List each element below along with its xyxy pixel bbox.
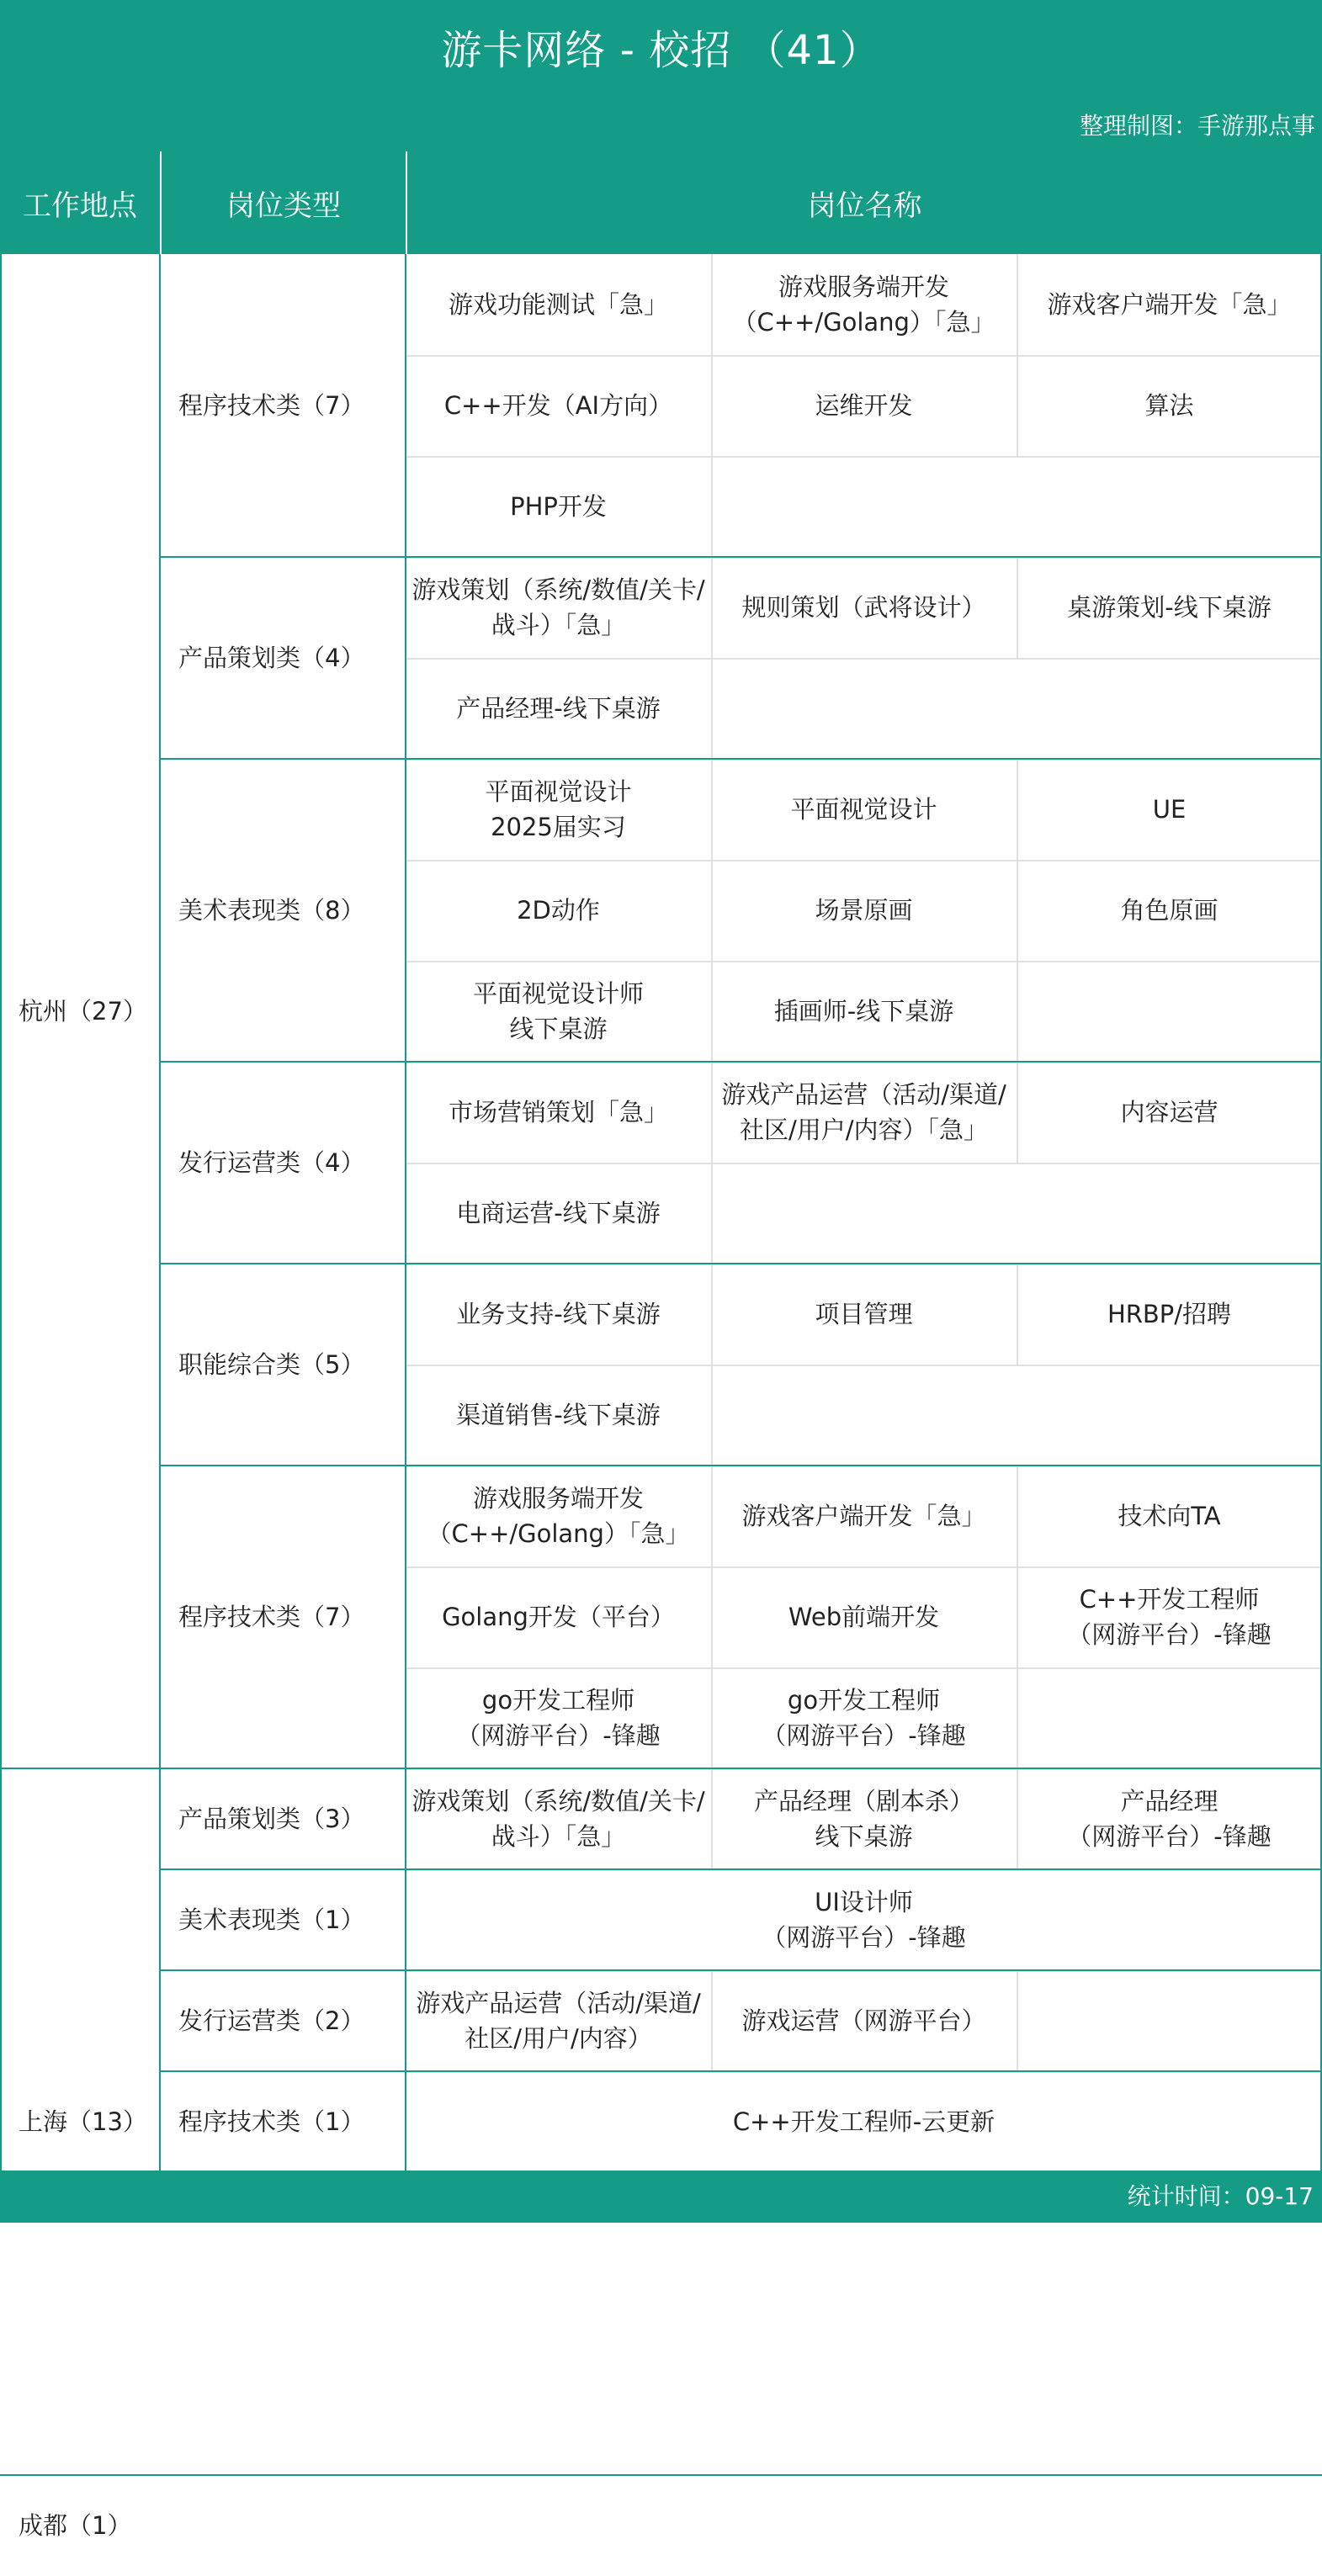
job-cell: Golang开发（平台）: [442, 1603, 675, 1631]
job-cell: 电商运营-线下桌游: [456, 1199, 661, 1227]
job-cell: 运维开发: [815, 391, 913, 420]
job-cell: go开发工程师 （网游平台）-锋趣: [762, 1686, 966, 1750]
job-cell: 平面视觉设计: [790, 795, 937, 824]
category-cell: 发行运营类（2）: [178, 2006, 365, 2035]
column-divider: [159, 254, 161, 2172]
job-cell: 市场营销策划「急」: [448, 1098, 668, 1126]
job-cell: C++开发工程师-云更新: [732, 2107, 995, 2136]
grid-col-line: [711, 658, 713, 759]
category-cell: 职能综合类（5）: [178, 1350, 365, 1379]
job-cell: 游戏客户端开发「急」: [1047, 290, 1292, 319]
job-cell: 桌游策划-线下桌游: [1067, 593, 1272, 622]
job-cell: PHP开发: [510, 492, 607, 521]
job-cell: UE: [1152, 795, 1187, 824]
category-cell: 产品策划类（3）: [178, 1805, 365, 1833]
job-cell: 游戏服务端开发 （C++/Golang）「急」: [732, 273, 995, 337]
job-cell: 产品经理 （网游平台）-锋趣: [1067, 1787, 1272, 1851]
job-cell: 算法: [1144, 391, 1194, 420]
job-cell: HRBP/招聘: [1107, 1300, 1232, 1328]
location-cell: 成都（1）: [19, 2511, 132, 2540]
location-cell: 杭州（27）: [19, 997, 147, 1026]
grid-col-line: [1017, 1667, 1018, 1768]
footer-bar: [0, 2171, 1322, 2223]
job-cell: 游戏客户端开发「急」: [741, 1502, 986, 1530]
job-cell: 2D动作: [517, 896, 600, 925]
job-cell: 游戏产品运营（活动/渠道/ 社区/用户/内容）「急」: [721, 1080, 1006, 1144]
category-divider: [160, 1263, 1322, 1264]
category-divider: [160, 1969, 1322, 1971]
job-cell: 产品经理-线下桌游: [456, 694, 661, 723]
job-cell: 游戏运营（网游平台）: [741, 2006, 986, 2035]
page-title: 游卡网络 - 校招 （41）: [441, 27, 881, 74]
grid-col-line: [1017, 961, 1018, 1062]
category-divider: [160, 758, 1322, 760]
job-cell: 业务支持-线下桌游: [456, 1300, 661, 1328]
category-divider: [160, 2070, 1322, 2072]
job-cell: 产品经理（剧本杀） 线下桌游: [753, 1787, 974, 1851]
job-cell: 插画师-线下桌游: [773, 997, 954, 1026]
location-cell: 上海（13）: [19, 2107, 147, 2136]
category-cell: 程序技术类（7）: [178, 391, 365, 420]
grid-col-line: [711, 456, 713, 557]
job-cell: go开发工程师 （网游平台）-锋趣: [456, 1686, 661, 1750]
job-cell: 游戏功能测试「急」: [448, 290, 668, 319]
category-cell: 程序技术类（1）: [178, 2107, 365, 2136]
job-cell: C++开发（AI方向）: [443, 391, 673, 420]
column-header-location: 工作地点: [0, 151, 160, 254]
job-cell: 渠道销售-线下桌游: [456, 1401, 661, 1429]
grid-col-line: [711, 1163, 713, 1264]
job-cell: UI设计师 （网游平台）-锋趣: [762, 1888, 966, 1952]
job-cell: 技术向TA: [1118, 1502, 1221, 1530]
job-cell: 平面视觉设计师 线下桌游: [472, 979, 644, 1043]
credit-text: 整理制图：手游那点事: [1079, 112, 1315, 140]
category-divider: [160, 1868, 1322, 1870]
category-cell: 美术表现类（1）: [178, 1905, 365, 1934]
job-cell: 角色原画: [1120, 896, 1218, 925]
job-cell: 项目管理: [815, 1300, 913, 1328]
job-cell: C++开发工程师 （网游平台）-锋趣: [1067, 1585, 1272, 1649]
header-bar: [0, 0, 1322, 151]
column-header-category: 岗位类型: [160, 151, 406, 254]
job-cell: 游戏服务端开发 （C++/Golang）「急」: [427, 1484, 690, 1548]
job-cell: 内容运营: [1120, 1098, 1218, 1126]
job-cell: 游戏策划（系统/数值/关卡/ 战斗）「急」: [411, 1787, 705, 1851]
job-cell: 游戏产品运营（活动/渠道/ 社区/用户/内容）: [416, 1989, 701, 2053]
job-cell: 场景原画: [815, 896, 913, 925]
grid-col-line: [711, 1365, 713, 1466]
column-header-position: 岗位名称: [406, 151, 1322, 254]
column-divider: [405, 254, 406, 2172]
job-cell: 游戏策划（系统/数值/关卡/ 战斗）「急」: [411, 575, 705, 639]
stat-time: 统计时间：09-17: [1127, 2182, 1314, 2210]
category-cell: 发行运营类（4）: [178, 1148, 365, 1177]
category-divider: [160, 1061, 1322, 1063]
category-cell: 程序技术类（7）: [178, 1603, 365, 1631]
category-divider: [160, 1465, 1322, 1466]
location-divider: [0, 2474, 1322, 2476]
category-divider: [160, 556, 1322, 558]
grid-col-line: [1017, 1970, 1018, 2071]
category-cell: 产品策划类（4）: [178, 644, 365, 672]
location-divider: [0, 1768, 1322, 1769]
job-cell: Web前端开发: [788, 1603, 940, 1631]
category-cell: 美术表现类（8）: [178, 896, 365, 925]
job-cell: 平面视觉设计 2025届实习: [485, 777, 632, 841]
job-cell: 规则策划（武将设计）: [741, 593, 986, 622]
